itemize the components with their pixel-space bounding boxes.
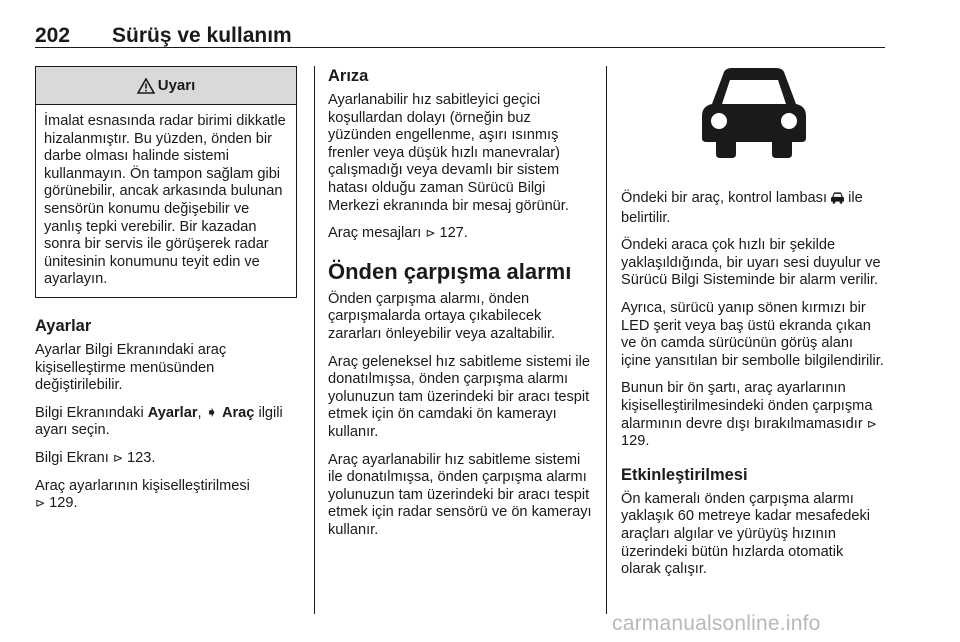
page-ref-icon: ⊳ — [866, 416, 877, 431]
page-ref-link[interactable]: 127. — [439, 225, 468, 242]
header-rule — [35, 47, 885, 48]
menu-arrow-icon: ➧ — [205, 404, 218, 421]
col3-paragraph-3: Ayrıca, sürücü yanıp sönen kırmızı bir LED şerit veya baş üstü ekranda çıkan ve ön camda sürücünün görüş alanı içine yansıtılan bir sembolle bilgilendirilir. — [621, 299, 884, 369]
page-ref-link[interactable]: 129. — [621, 433, 650, 450]
car-front-icon — [702, 66, 806, 160]
fcw-paragraph-2: Araç geleneksel hız sabitleme sistemi ile donatılmışsa, önden çarpışma alarmı yolunuzun tam üzerindeki bir aracı tespit etmek için ön camdaki ön kamerayı kullanır. — [328, 353, 590, 440]
ariza-heading: Arıza — [328, 67, 369, 85]
page-ref-link[interactable]: 129. — [49, 495, 78, 512]
watermark: carmanualsonline.info — [612, 612, 821, 635]
ariza-paragraph-1: Ayarlanabilir hız sabitleyici geçici koşullardan dolayı (örneğin buz yüzünden engellenme, aşırı ısınmış frenler veya düşük hızlı manevralar) çalışmadığı veya devamlı bir sistem hatası olduğu zaman Sürücü Bilgi Merkezi ekranında bir mesaj görünür. — [328, 92, 569, 214]
ayarlar-paragraph-1: Ayarlar Bilgi Ekranındaki araç kişiselleştirme menüsünden değiştirilebilir. — [35, 341, 227, 394]
settings-menu-label: Ayarlar — [147, 404, 198, 421]
fcw-heading: Önden çarpışma alarmı — [328, 258, 572, 284]
warning-header — [36, 67, 296, 105]
activation-heading: Etkinleştirilmesi — [621, 465, 748, 484]
car-indicator-icon — [831, 192, 844, 210]
page-ref-link[interactable]: 123. — [127, 449, 156, 466]
col3-paragraph-2: Öndeki araca çok hızlı bir şekilde yaklaşıldığında, bir uyarı sesi duyulur ve Sürücü Bilgi Sisteminde bir alarm verilir. — [621, 237, 881, 289]
warning-title: Uyarı — [157, 77, 196, 94]
page-ref-icon: ⊳ — [35, 496, 46, 511]
column-right — [621, 66, 886, 589]
column-divider-1 — [314, 66, 315, 614]
fcw-paragraph-3: Araç ayarlanabilir hız sabitleme sistemi ile donatılmışsa, önden çarpışma alarmı yolunuzun tam üzerindeki bir aracı tespit etmek için radar sensörü ve ön kamerayı kullanır. — [328, 451, 592, 538]
chapter-title: Sürüş ve kullanım — [112, 24, 292, 47]
warning-text: İmalat esnasında radar birimi dikkatle hizalanmıştır. Bu yüzden, önden bir darbe olması halinde sistemi kullanmayın. Ön tampon sağlam gibi görünebilir, ancak arkasında bulunan sensörün konumu değişebilir ve yanlış tepki verebilir. Bir kazadan sonra bir servis ile görüşerek radar ünitesinin konumunu teyit edin ve ayarlayın. — [44, 113, 286, 288]
vehicle-menu-label: Araç — [221, 404, 255, 421]
warning-body — [36, 105, 296, 297]
column-middle — [328, 66, 593, 549]
fcw-paragraph-1: Önden çarpışma alarmı, önden çarpışmalarda ortaya çıkabilecek zararları önleyebilir veya azaltabilir. — [328, 290, 556, 342]
column-left — [35, 66, 297, 523]
car-front-icon-figure — [621, 66, 886, 176]
ayarlar-heading: Ayarlar — [35, 316, 92, 335]
warning-triangle-icon — [137, 78, 155, 94]
ayarlar-paragraph-3: Bilgi Ekranı ⊳ 123. — [35, 449, 156, 466]
col3-paragraph-5: Ön kameralı önden çarpışma alarmı yaklaşık 60 metreye kadar mesafedeki araçları algılar ve yürüyüş hızının üzerindeki bütün hızlarda otomatik olarak çalışır. — [621, 490, 871, 578]
page-ref-icon: ⊳ — [425, 226, 436, 241]
ariza-paragraph-2: Araç mesajları ⊳ 127. — [328, 225, 468, 242]
column-divider-2 — [606, 66, 607, 614]
col3-paragraph-1: Öndeki bir araç, kontrol lambası ile belirtilir. — [621, 190, 863, 226]
warning-box — [35, 66, 297, 298]
ayarlar-paragraph-2: Bilgi Ekranındaki Ayarlar, ➧ Araç ilgili ayarı seçin. — [35, 404, 283, 439]
page-header — [35, 18, 885, 50]
col3-paragraph-4: Bunun bir ön şartı, araç ayarlarının kişiselleştirilmesindeki önden çarpışma alarmının devre dışı bırakılmamasıdır ⊳ 129. — [621, 380, 877, 450]
ayarlar-paragraph-4: Araç ayarlarının kişiselleştirilmesi ⊳ 129. — [35, 477, 250, 512]
page-ref-icon: ⊳ — [112, 450, 123, 465]
page-number: 202 — [35, 24, 71, 47]
